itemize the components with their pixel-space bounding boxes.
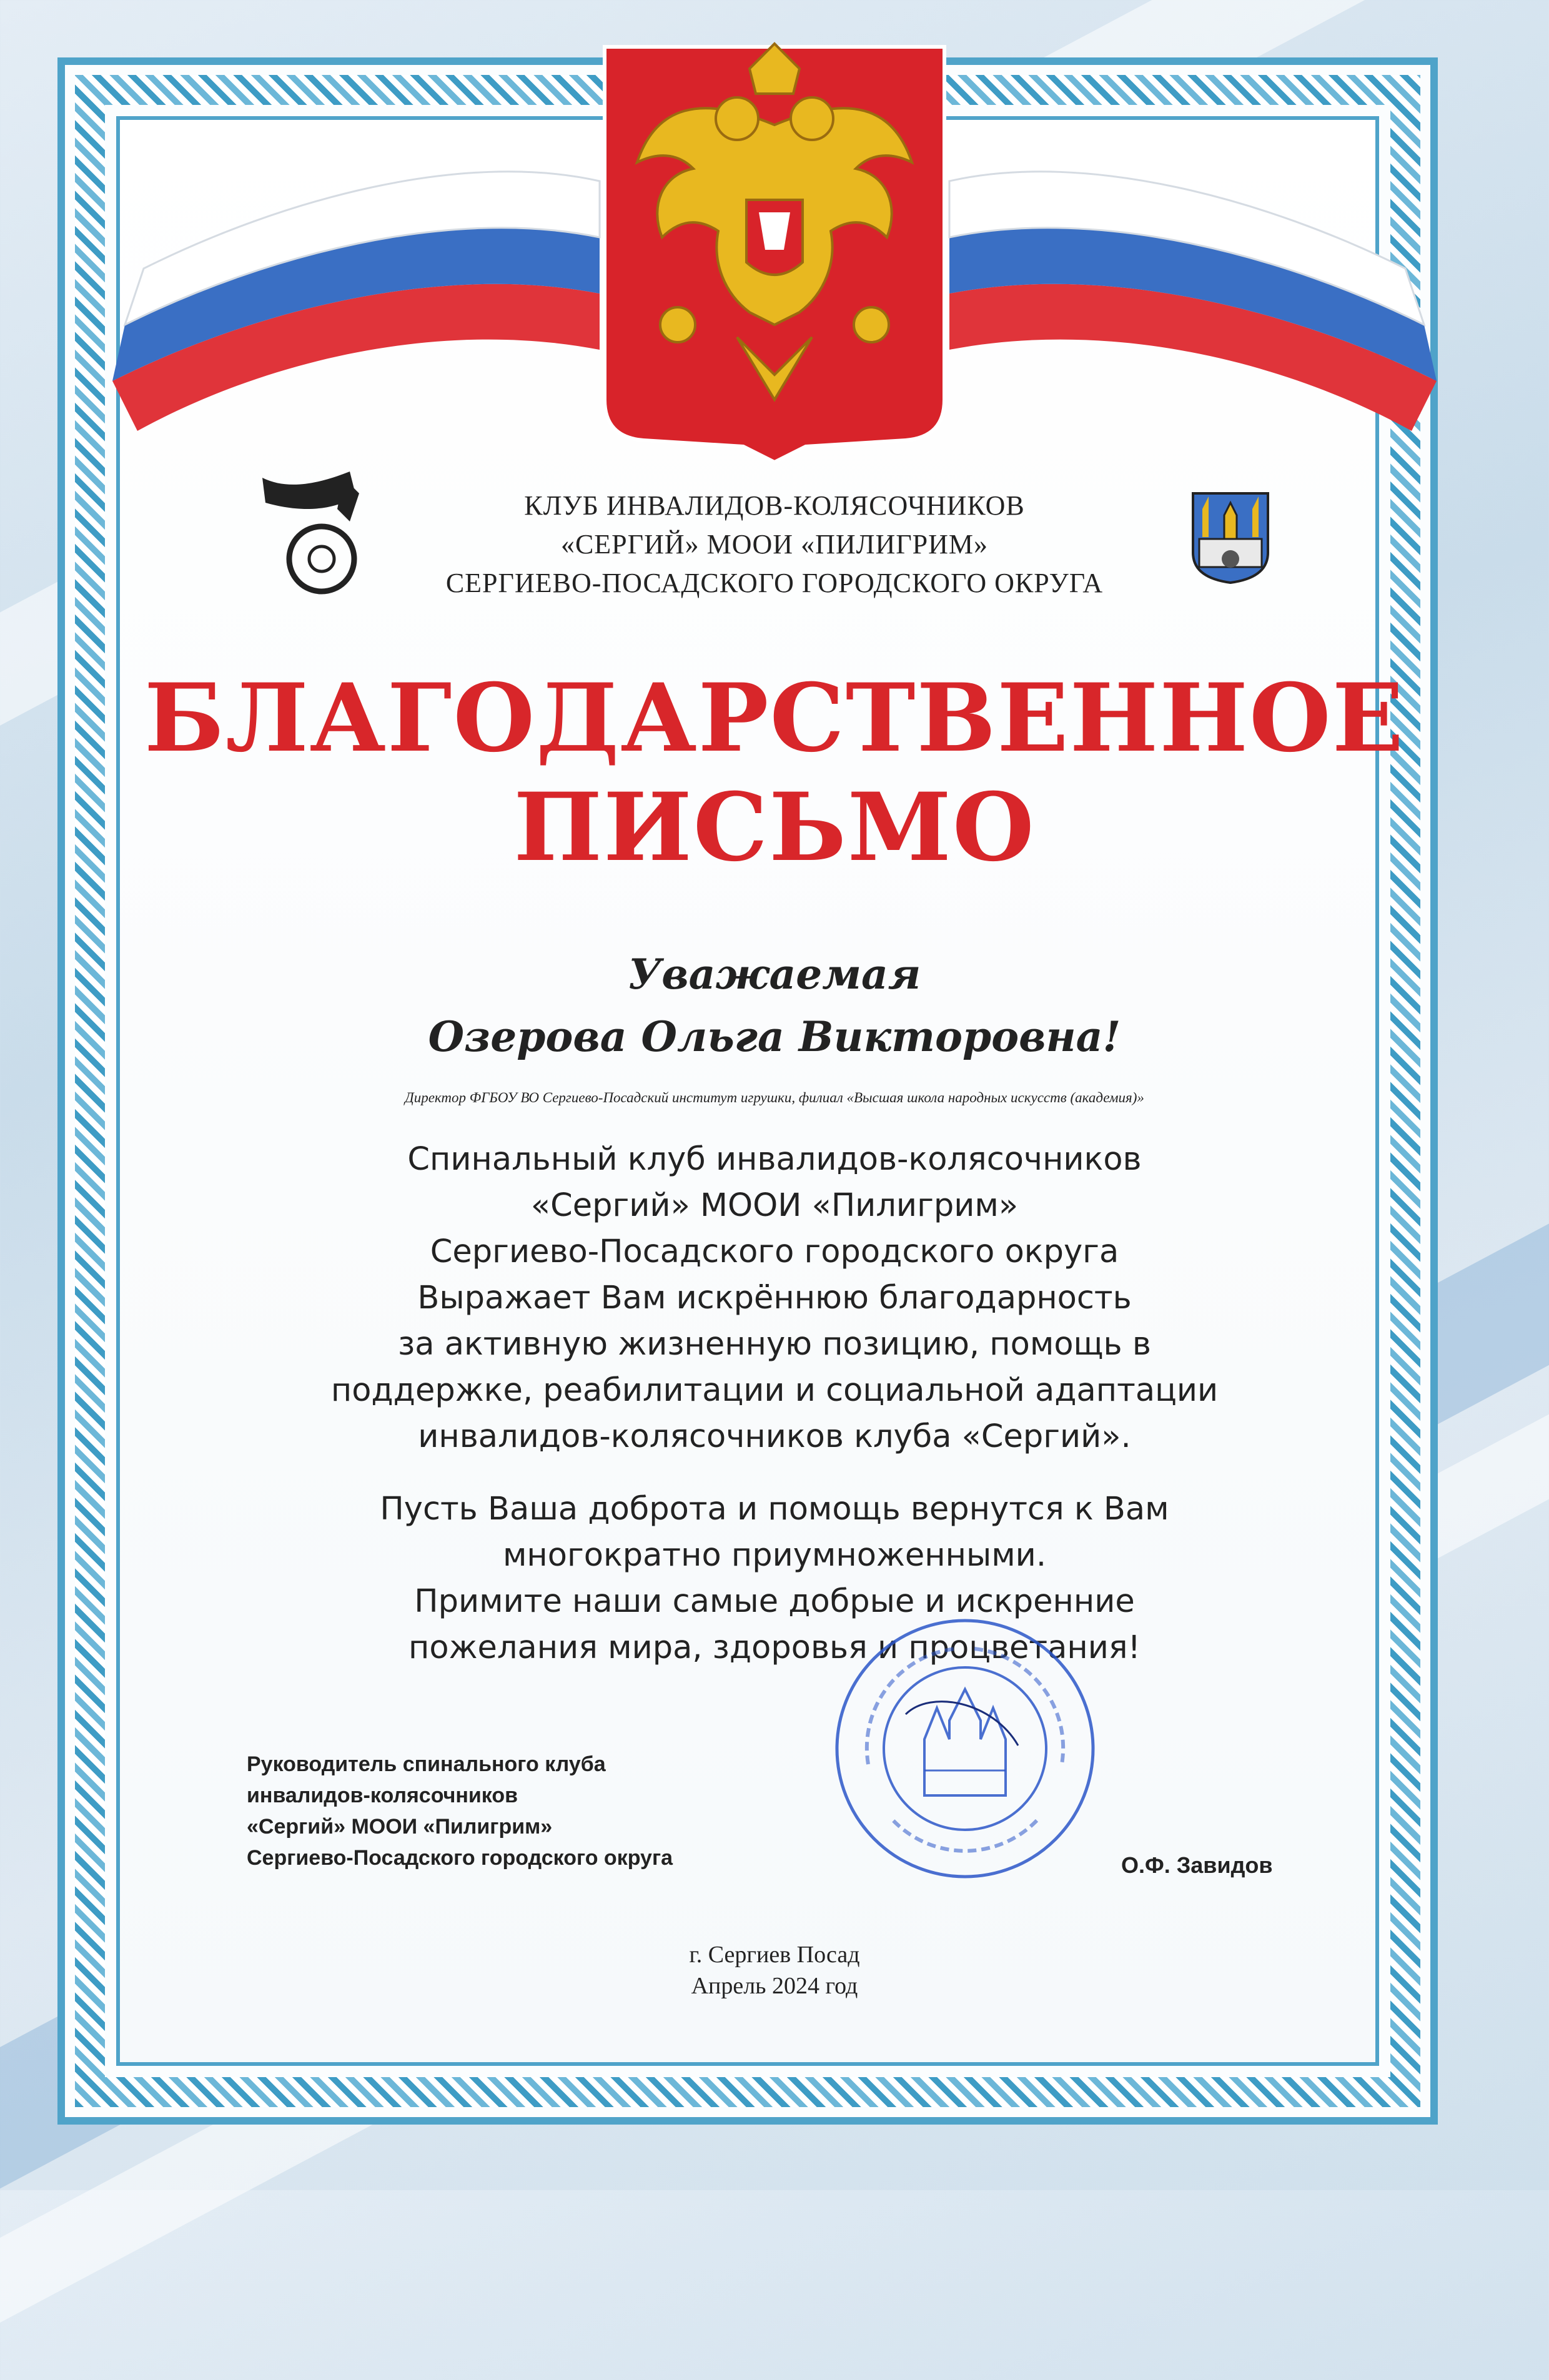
organization-line: СЕРГИЕВО-ПОСАДСКОГО ГОРОДСКОГО ОКРУГА [445, 568, 1104, 598]
body-line: за активную жизненную позицию, помощь в [398, 1326, 1151, 1363]
recipient-position: Директор ФГБОУ ВО Сергиево-Посадский институт игрушки, филиал «Высшая школа народных искусств (академия)» [405, 1090, 1144, 1105]
body-line: Примите наши самые добрые и искренние [414, 1583, 1135, 1620]
body-line: Выражает Вам искрённюю благодарность [417, 1280, 1132, 1316]
body-line: многократно приумноженными. [502, 1537, 1047, 1574]
organization-line: КЛУБ ИНВАЛИДОВ-КОЛЯСОЧНИКОВ [524, 490, 1025, 521]
flag-ribbon-and-emblem [0, 0, 1549, 475]
signatory-role-line: Руководитель спинального клуба [247, 1752, 606, 1776]
signatory-role-line: «Сергий» МООИ «Пилигрим» [247, 1815, 553, 1839]
body-line: «Сергий» МООИ «Пилигрим» [530, 1187, 1019, 1224]
body-line: Спинальный клуб инвалидов-колясочников [407, 1141, 1142, 1178]
signatory-role-line: Сергиево-Посадского городского округа [247, 1846, 673, 1870]
body-line: инвалидов-колясочников клуба «Сергий». [418, 1418, 1131, 1455]
document-title: ПИСЬМО [513, 773, 1036, 882]
body-line: Пусть Ваша доброта и помощь вернутся к Вам [380, 1491, 1169, 1528]
official-stamp [831, 1614, 1099, 1883]
body-paragraph [0, 1137, 1549, 1460]
organization-line: «СЕРГИЙ» МООИ «ПИЛИГРИМ» [560, 529, 989, 560]
recipient-name: Озерова Ольга Викторовна! [428, 1012, 1121, 1061]
footer-date: Апрель 2024 год [691, 1973, 858, 1999]
footer-city: г. Сергиев Посад [689, 1942, 860, 1968]
greeting: Уважаемая [628, 950, 921, 999]
body-line: пожелания мира, здоровья и процветания! [408, 1629, 1141, 1666]
coat-of-arms-icon [605, 44, 944, 462]
signatory-role [247, 1749, 673, 1874]
document-title: БЛАГОДАРСТВЕННОЕ [144, 663, 1405, 773]
signatory-name: О.Ф. Завидов [1121, 1852, 1273, 1878]
body-line: поддержке, реабилитации и социальной адаптации [330, 1372, 1219, 1409]
signatory-role-line: инвалидов-колясочников [247, 1784, 518, 1807]
body-line: Сергиево-Посадского городского округа [430, 1233, 1119, 1270]
body-paragraph [0, 1486, 1549, 1671]
